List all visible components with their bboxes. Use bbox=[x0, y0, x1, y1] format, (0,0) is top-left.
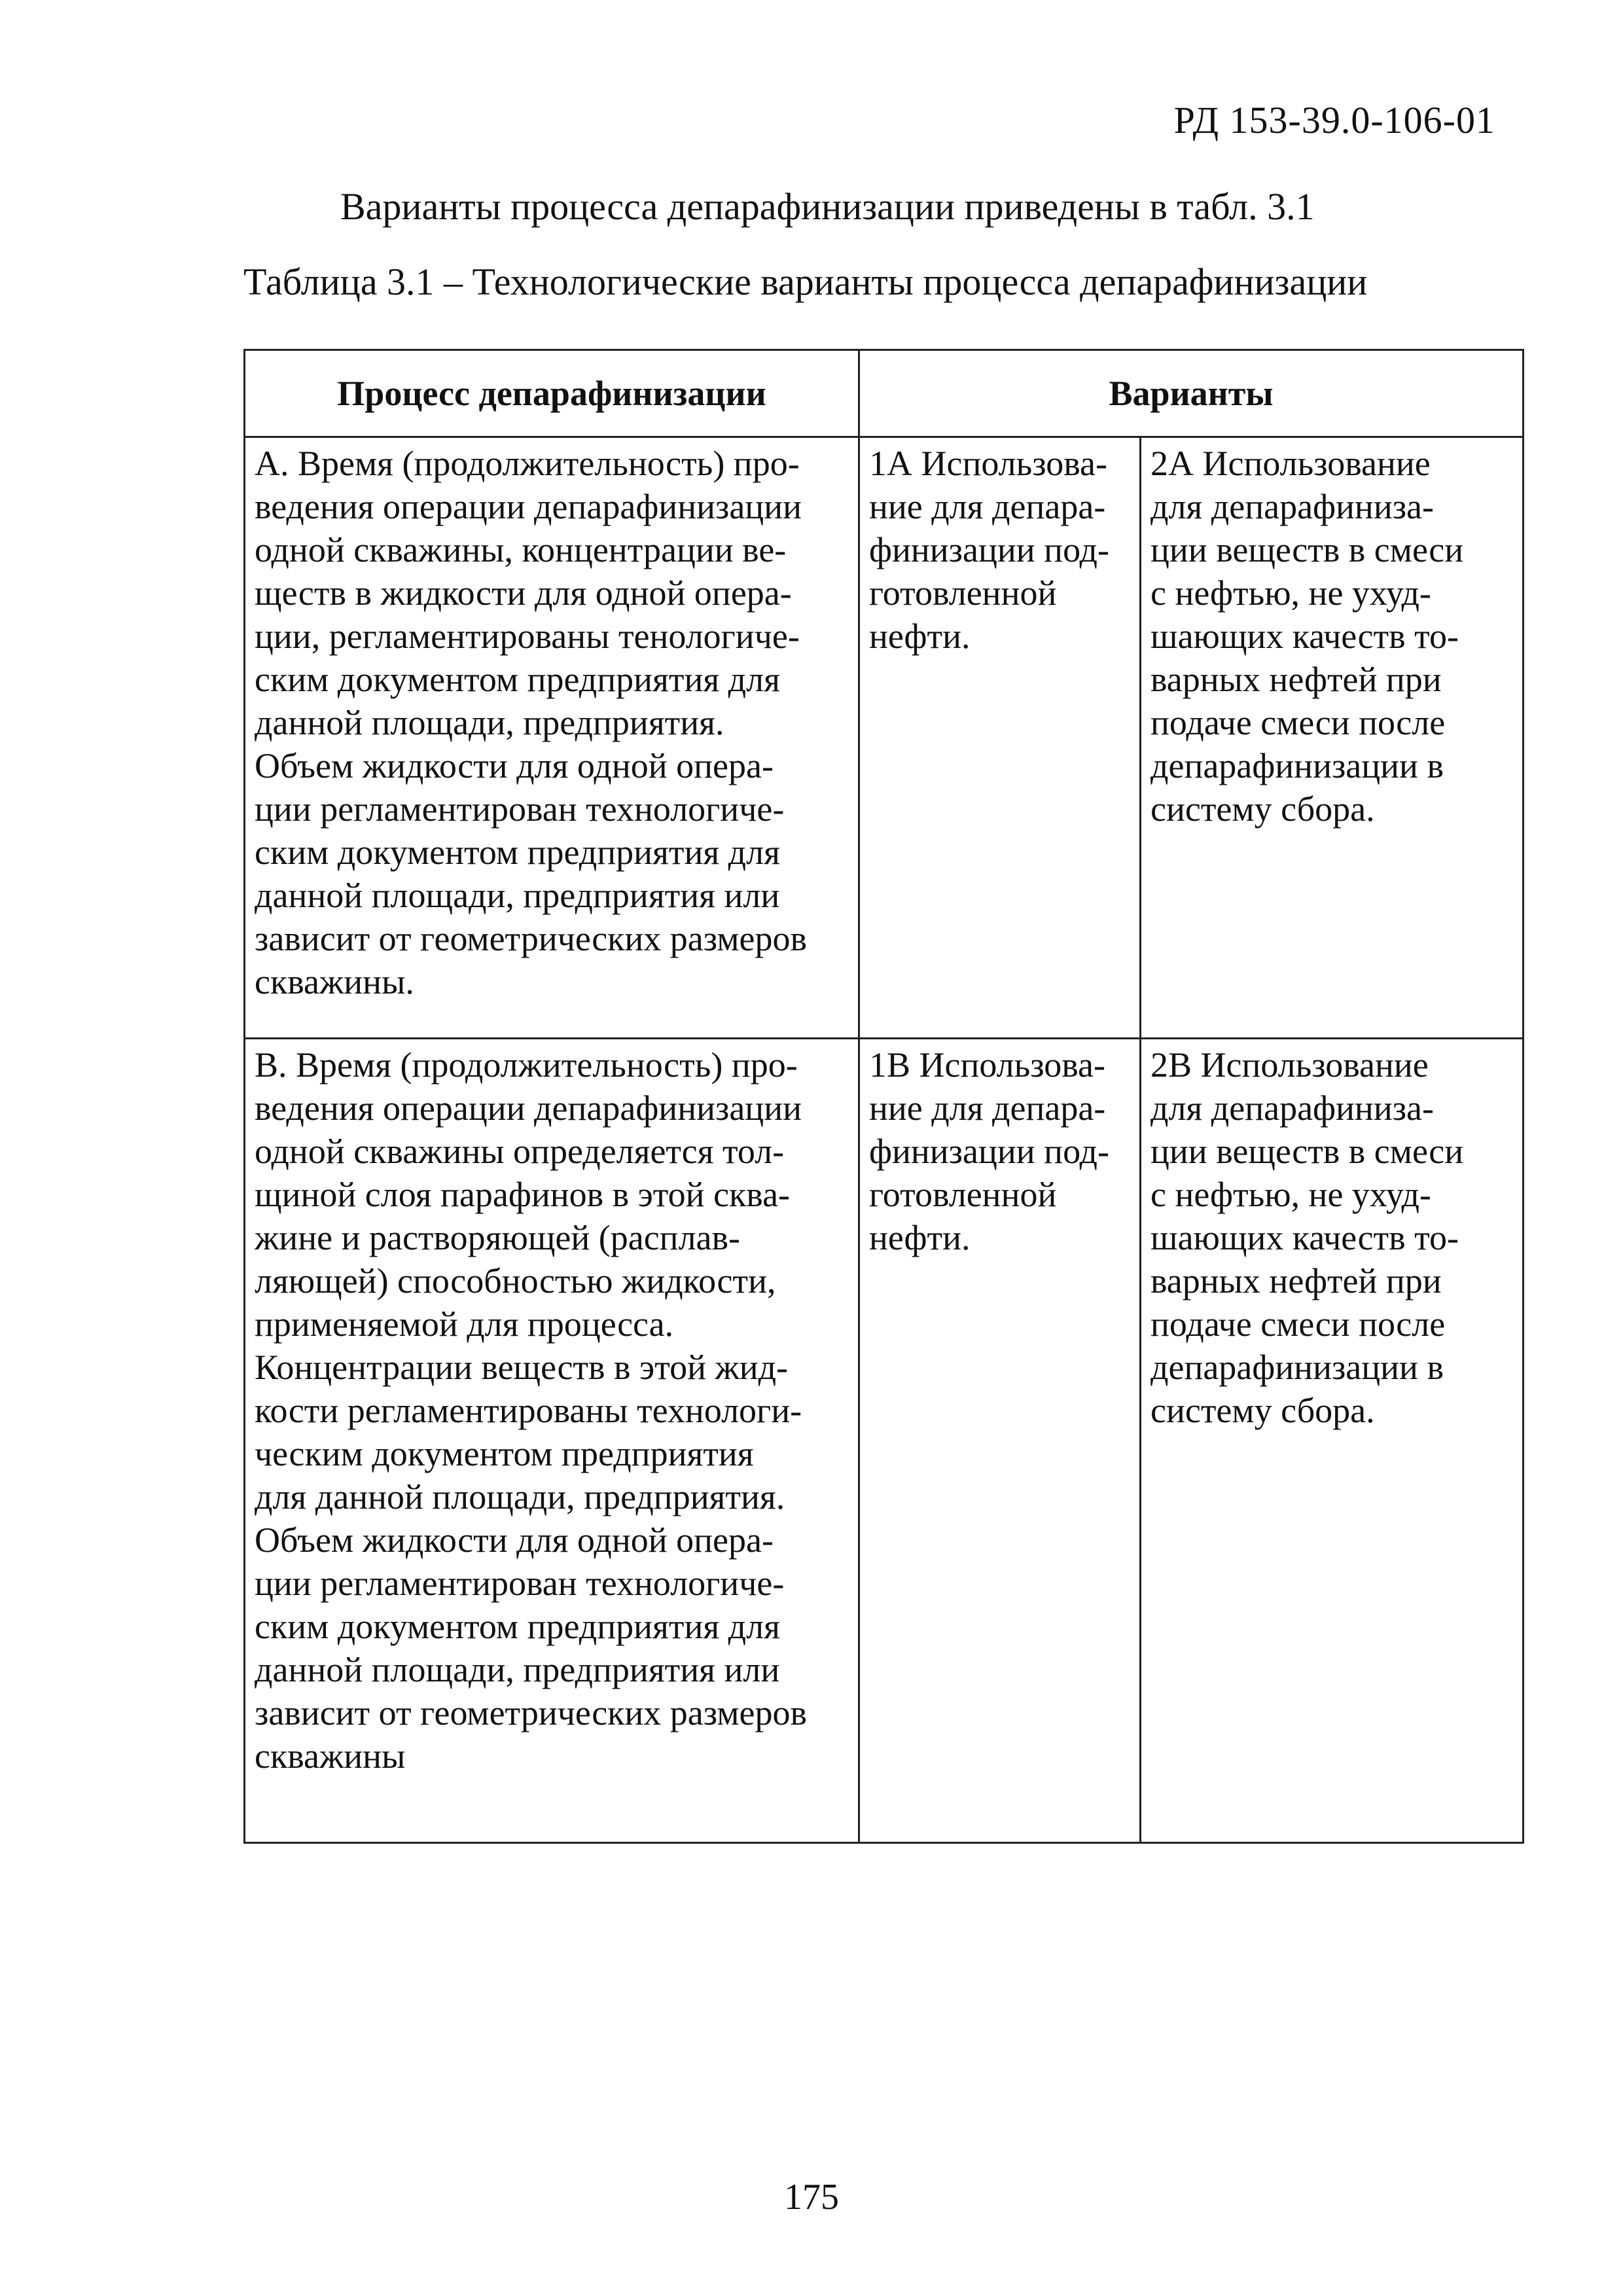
intro-sentence: Варианты процесса депарафинизации приведены в табл. 3.1 bbox=[340, 185, 1315, 228]
process-text-b: В. Время (продолжительность) про- ведения операции депарафинизации одной скважины определяется тол- щиной слоя парафинов в этой сква- жине и растворяющей (расплав- ляющей) способностью жидкости, применяемой для процесса. Концентрации веществ в этой жид- кости регламентированы технологи- ческим документом предприятия для данной площади, предприятия. Объем жидкости для одной опера- ции регламентирован технологиче- ским документом предприятия для данной площади, предприятия или зависит от геометрических размеров скважины bbox=[255, 1045, 807, 1776]
table-header-row bbox=[245, 350, 1524, 437]
document-code: РД 153-39.0-106-01 bbox=[1173, 99, 1495, 141]
variant-1-cell bbox=[859, 437, 1141, 1039]
variants-table bbox=[243, 349, 1524, 1844]
variant-2-cell bbox=[1141, 437, 1524, 1039]
header-variants: Варианты bbox=[859, 350, 1524, 437]
header-process: Процесс депарафинизации bbox=[245, 350, 859, 437]
process-cell bbox=[245, 437, 859, 1039]
variant-1b-text: 1В Использова- ние для депара- финизации под- готовленной нефти. bbox=[869, 1045, 1109, 1257]
process-cell bbox=[245, 1039, 859, 1843]
variant-2b-text: 2В Использование для депарафиниза- ции веществ в смеси с нефтью, не ухуд- шающих качеств то- варных нефтей при подаче смеси после депарафинизации в систему сбора. bbox=[1150, 1045, 1464, 1430]
page-number: 175 bbox=[784, 2177, 839, 2217]
table-row bbox=[245, 1039, 1524, 1843]
process-text-a: А. Время (продолжительность) про- ведения операции депарафинизации одной скважины, концентрации ве- ществ в жидкости для одной опера- ции, регламентированы тенологиче- ским документом предприятия для данной площади, предприятия. Объем жидкости для одной опера- ции регламентирован технологиче- ским документом предприятия для данной площади, предприятия или зависит от геометрических размеров скважины. bbox=[255, 444, 807, 1001]
variant-2-cell bbox=[1141, 1039, 1524, 1843]
variant-2a-text: 2А Использование для депарафиниза- ции веществ в смеси с нефтью, не ухуд- шающих качеств то- варных нефтей при подаче смеси после депарафинизации в систему сбора. bbox=[1150, 444, 1464, 829]
variant-1a-text: 1А Использова- ние для депара- финизации под- готовленной нефти. bbox=[869, 444, 1109, 656]
variant-1-cell bbox=[859, 1039, 1141, 1843]
table-caption: Таблица 3.1 – Технологические варианты процесса депарафинизации bbox=[243, 260, 1368, 303]
table-row bbox=[245, 437, 1524, 1039]
